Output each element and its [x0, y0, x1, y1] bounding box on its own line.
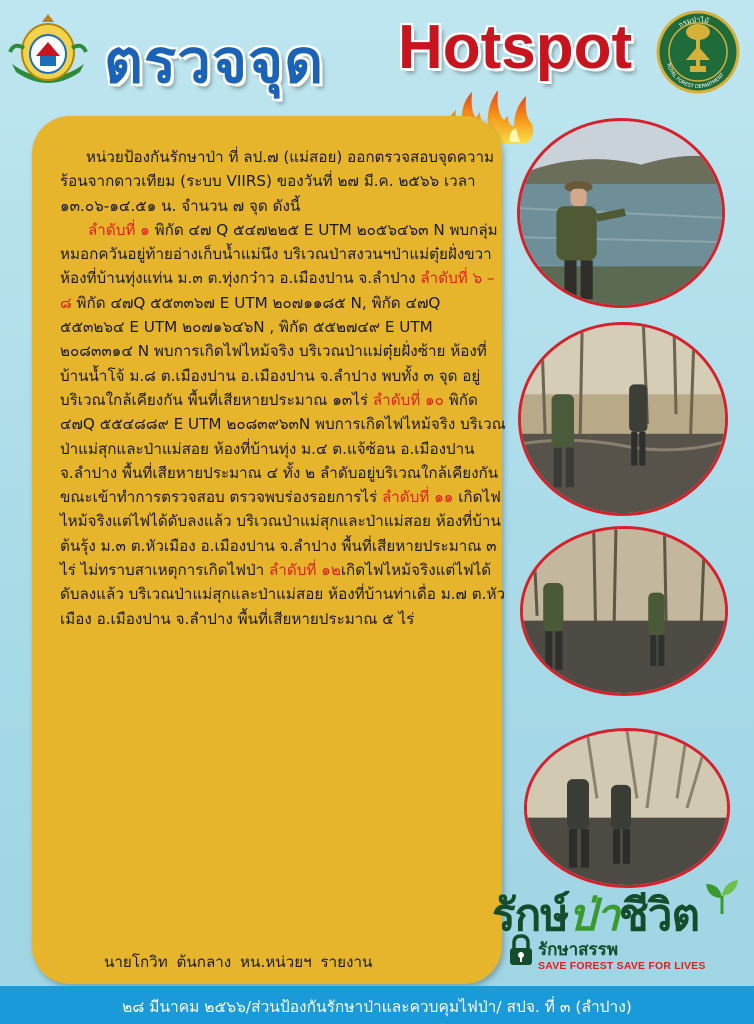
brand-subtitle: รักษาสรรพ	[538, 940, 619, 960]
item-label-11: ลำดับที่ ๑๑	[381, 488, 454, 507]
item-label-12: ลำดับที่ ๑๒	[269, 561, 341, 580]
seal-text-top: กรมป่าไม้	[677, 15, 710, 30]
photo-burned-forest-1	[518, 322, 728, 516]
header	[0, 0, 754, 110]
item-text-1: พิกัด ๔๗ Q ๕๔๗๒๒๕ E UTM ๒๐๕๖๔๖๓ N พบกลุ่มหมอกควันอยู่ท้ายอ่างเก็บน้ำแม่นึง บริเวณป่าสงวนฯป่าแม่ตุ๋ยฝั่งขวา ห้องที่บ้านทุ่งแท่น ม.๓ ต.ทุ่งกว๋าว อ.เมืองปาน จ.ลำปาง	[60, 220, 498, 288]
brand-slogan: SAVE FOREST SAVE FOR LIVES	[538, 960, 706, 972]
photo-burned-forest-2	[520, 526, 728, 696]
provincial-seal-icon	[6, 12, 90, 90]
item-label-1: ลำดับที่ ๑	[88, 220, 150, 239]
report-items	[60, 218, 506, 631]
royal-forest-department-seal-icon	[656, 10, 740, 94]
page-title-english: Hotspot	[398, 13, 633, 82]
photo-burned-forest-3	[524, 728, 730, 888]
lock-icon	[508, 934, 534, 966]
report-signature: นายโกวิท ต้นกลาง หน.หน่วยฯ รายงาน	[104, 953, 373, 971]
seal-text-bottom: ROYAL FOREST DEPARTMENT	[665, 62, 726, 91]
item-text-10: พิกัด ๔๗Q ๕๕๔๘๘๙ E UTM ๒๐๘๓๙๖๓N พบการเกิดไฟไหม้จริง บริเวณป่าแม่สุกและป่าแม่สอย ห้องที่บ้านทุ่ง ม.๔ ต.แจ้ซ้อน อ.เมืองปาน จ.ลำปาง พื้นที่เสียหายประมาณ ๔ ทั้ง ๒ ลำดับอยู่บริเวณใกล้เคียงกัน ขณะเข้าทำการตรวจสอบ ตรวจพบร่องรอยการไร่	[60, 390, 506, 507]
footer-bar	[0, 986, 754, 1024]
item-text-6-8: พิกัด ๔๗Q ๕๕๓๓๖๗ E UTM ๒๐๗๑๑๘๕ N, พิกัด ๔๗Q ๕๕๓๒๖๔ E UTM ๒๐๗๑๖๔๖N , พิกัด ๕๕๒๗๔๙ E UTM ๒๐๘๓๓๑๔ N พบการเกิดไฟไหม้จริง บริเวณป่าแม่ตุ๋ยฝั่งซ้าย ห้องที่บ้านน้ำโจ้ ม.๘ ต.เมืองปาน อ.เมืองปาน จ.ลำปาง พบทั้ง ๓ จุด อยู่บริเวณใกล้เคียงกัน พื้นที่เสียหายประมาณ ๑๓ไร่	[60, 293, 487, 409]
item-label-6-8: ลำดับที่ ๖ – ๘	[60, 269, 495, 312]
item-label-10: ลำดับที่ ๑๐	[372, 390, 444, 409]
brand-word-3: ชีวิต	[618, 890, 700, 941]
report-intro: หน่วยป้องกันรักษาป่า ที่ ลป.๗ (แม่สอย) ออกตรวจสอบจุดความร้อนจากดาวเทียม (ระบบ VIIRS) ของวันที่ ๒๗ มี.ค. ๒๕๖๖ เวลา ๑๓.๐๖-๑๔.๕๑ น. จำนวน ๗ จุด ดังนี้	[60, 148, 495, 215]
photo-reservoir	[517, 118, 725, 308]
sprout-icon	[704, 880, 740, 914]
item-text-11: เกิดไฟไหม้จริงแต่ไฟได้ดับลงแล้ว บริเวณป่าแม่สุกและป่าแม่สอย ห้องที่บ้านต้นรุ้ง ม.๓ ต.หัวเมือง อ.เมืองปาน จ.ลำปาง พื้นที่เสียหายประมาณ ๓ ไร่ ไม่ทราบสาเหตุการเกิดไฟป่า	[60, 488, 501, 580]
footer-text: ๒๘ มีนาคม ๒๕๖๖/ส่วนป้องกันรักษาป่าและควบคุมไฟป่า/ สปจ. ที่ ๓ (ลำปาง)	[122, 998, 632, 1016]
save-forest-logo	[478, 880, 754, 980]
item-text-12: เกิดไฟไหม้จริงแต่ไฟได้ดับลงแล้ว บริเวณป่าแม่สุกและป่าแม่สอย ห้องที่บ้านท่าเดื่อ ม.๗ ต.หัวเมือง อ.เมืองปาน จ.ลำปาง พื้นที่เสียหายประมาณ ๕ ไร่	[60, 561, 506, 628]
report-text	[60, 145, 506, 631]
brand-word-2: ป่า	[568, 890, 619, 941]
page-title-thai: ตรวจจุด	[104, 27, 325, 97]
brand-word-1: รักษ์	[492, 890, 569, 941]
